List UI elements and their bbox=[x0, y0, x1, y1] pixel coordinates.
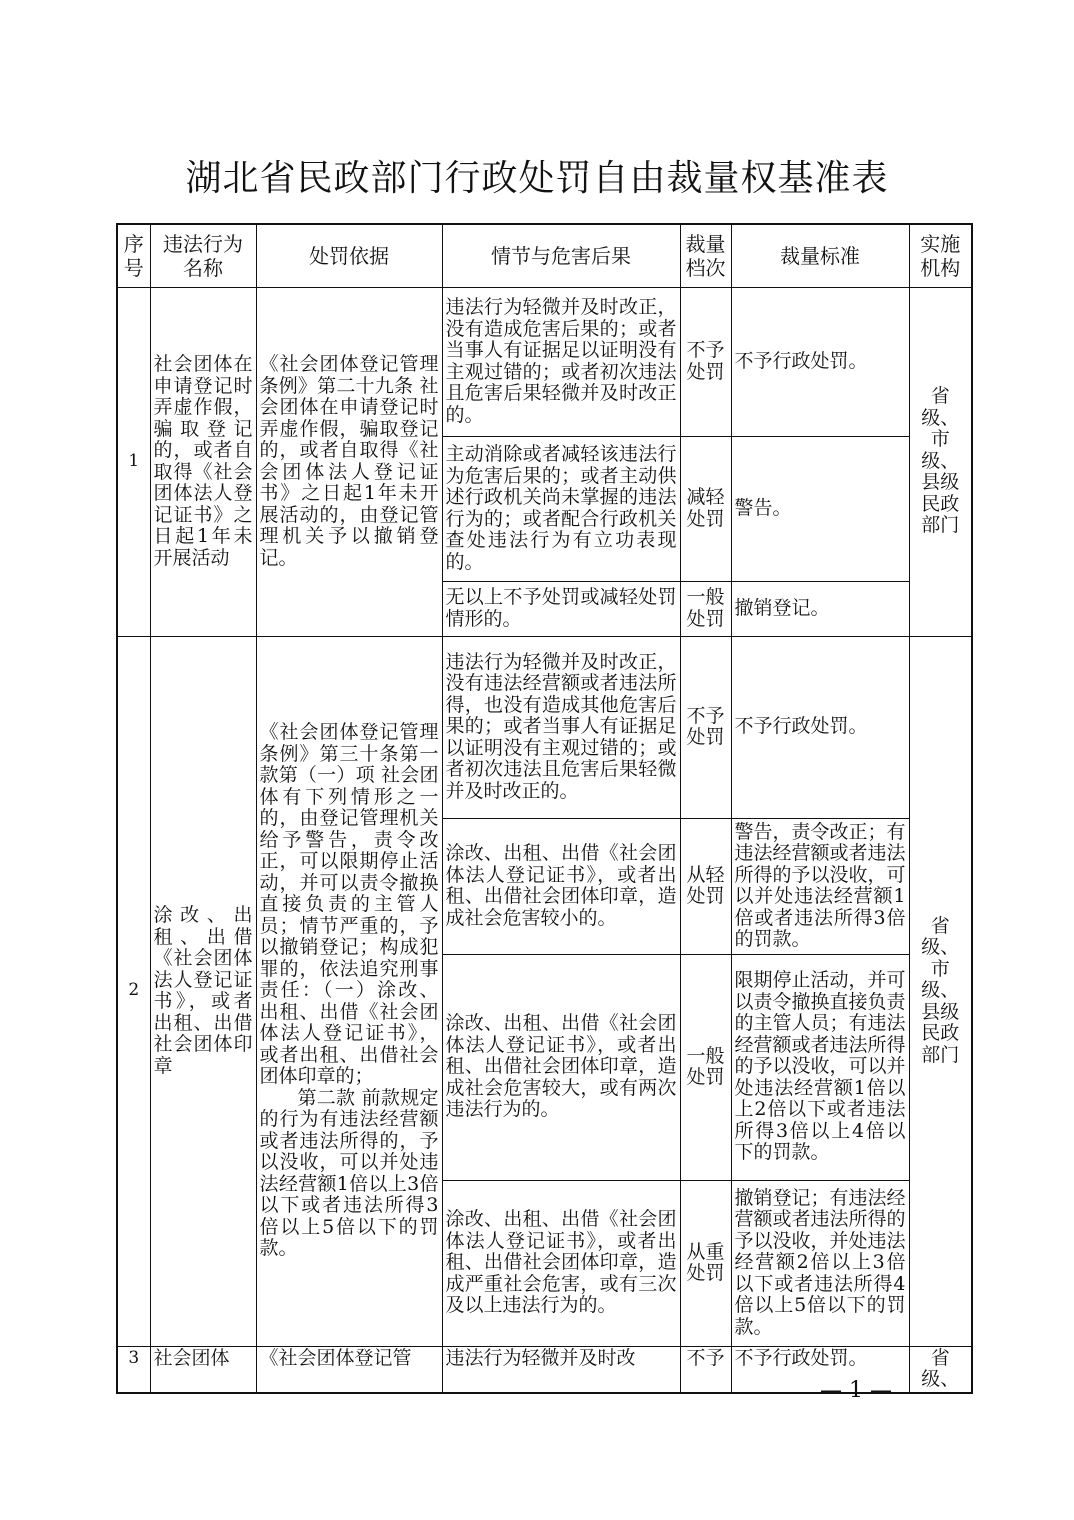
item-standard: 警告。 bbox=[731, 436, 909, 581]
page-number: — 1 — bbox=[820, 1378, 892, 1403]
header-agency: 实施机构 bbox=[909, 224, 972, 287]
header-level: 裁量档次 bbox=[680, 224, 731, 287]
item-standard: 撤销登记。 bbox=[731, 581, 909, 636]
item-agency: 省级、 bbox=[909, 1346, 972, 1393]
item-level: 不予 bbox=[680, 1346, 731, 1393]
item-basis-clause1: 《社会团体登记管理条例》第三十条第一款第（一）项 社会团体有下列情形之一的，由登记管理机关给予警告，责令改正，可以限期停止活动，并可以责令撤换直接负责的主管人员；情节严重的，予以撤销登记；构成犯罪的，依法追究刑事责任：（一）涂改、出租、出借《社会团体法人登记证书》，或者出租、出借社会团体印章的； bbox=[259, 721, 439, 1088]
item-standard: 不予行政处罚。 bbox=[731, 287, 909, 436]
page-title: 湖北省民政部门行政处罚自由裁量权基准表 bbox=[185, 158, 889, 199]
header-standard: 裁量标准 bbox=[731, 224, 909, 287]
item-standard: 不予行政处罚。 bbox=[731, 636, 909, 818]
penalty-table bbox=[116, 223, 973, 1394]
header-basis: 处罚依据 bbox=[256, 224, 442, 287]
item-circumstance: 无以上不予处罚或减轻处罚情形的。 bbox=[442, 581, 680, 636]
item-circumstance: 涂改、出租、出借《社会团体法人登记证书》，或者出租、出借社会团体印章，造成社会危害较小的。 bbox=[442, 818, 680, 954]
header-name: 违法行为名称 bbox=[150, 224, 256, 287]
item-agency: 省级、市级、县级民政部门 bbox=[909, 636, 972, 1346]
item-level: 不予处罚 bbox=[680, 636, 731, 818]
item-circumstance: 违法行为轻微并及时改正，没有违法经营额或者违法所得，也没有造成其他危害后果的；或者当事人有证据足以证明没有主观过错的；或者初次违法且危害后果轻微并及时改正的。 bbox=[442, 636, 680, 818]
item-circumstance: 违法行为轻微并及时改正，没有造成危害后果的；或者当事人有证据足以证明没有主观过错的；或者初次违法且危害后果轻微并及时改正的。 bbox=[442, 287, 680, 436]
item-circumstance: 违法行为轻微并及时改 bbox=[442, 1346, 680, 1393]
item-level: 从轻处罚 bbox=[680, 818, 731, 954]
item-seq: 3 bbox=[117, 1346, 150, 1393]
header-row bbox=[117, 224, 972, 287]
item-circumstance: 涂改、出租、出借《社会团体法人登记证书》，或者出租、出借社会团体印章，造成严重社会危害，或有三次及以上违法行为的。 bbox=[442, 1180, 680, 1346]
item-level: 一般处罚 bbox=[680, 581, 731, 636]
item-level: 不予处罚 bbox=[680, 287, 731, 436]
item-seq: 2 bbox=[117, 636, 150, 1346]
item-standard: 撤销登记；有违法经营额或者违法所得的予以没收，并处违法经营额2倍以上3倍以下或者违法所得4倍以上5倍以下的罚款。 bbox=[731, 1180, 909, 1346]
item-level: 减轻处罚 bbox=[680, 436, 731, 581]
item-name: 社会团体在申请登记时弄虚作假，骗取登记的，或者自取得《社会团体法人登记证书》之日起1年未开展活动 bbox=[150, 287, 256, 636]
item-name: 社会团体 bbox=[150, 1346, 256, 1393]
item-level: 从重处罚 bbox=[680, 1180, 731, 1346]
table-row bbox=[117, 636, 972, 818]
item-basis: 《社会团体登记管理条例》第二十九条 社会团体在申请登记时弄虚作假，骗取登记的，或者自取得《社会团体法人登记证书》之日起1年未开展活动的，由登记管理机关予以撤销登记。 bbox=[256, 287, 442, 636]
item-standard: 警告，责令改正；有违法经营额或者违法所得的予以没收，可以并处违法经营额1倍或者违法所得3倍的罚款。 bbox=[731, 818, 909, 954]
item-basis bbox=[256, 636, 442, 1346]
item-standard: 不予行政处罚。 bbox=[731, 1346, 909, 1393]
item-agency: 省级、市级、县级民政部门 bbox=[909, 287, 972, 636]
item-level: 一般处罚 bbox=[680, 954, 731, 1180]
item-standard: 限期停止活动，并可以责令撤换直接负责的主管人员；有违法经营额或者违法所得的予以没收，可以并处违法经营额1倍以上2倍以下或者违法所得3倍以上4倍以下的罚款。 bbox=[731, 954, 909, 1180]
header-seq: 序号 bbox=[117, 224, 150, 287]
item-circumstance: 涂改、出租、出借《社会团体法人登记证书》，或者出租、出借社会团体印章，造成社会危害较大，或有两次违法行为的。 bbox=[442, 954, 680, 1180]
item-circumstance: 主动消除或者减轻该违法行为危害后果的；或者主动供述行政机关尚未掌握的违法行为的；或者配合行政机关查处违法行为有立功表现的。 bbox=[442, 436, 680, 581]
item-name: 涂改、出租、出借《社会团体法人登记证书》，或者出租、出借社会团体印章 bbox=[150, 636, 256, 1346]
item-seq: 1 bbox=[117, 287, 150, 636]
header-circumstance: 情节与危害后果 bbox=[442, 224, 680, 287]
item-basis: 《社会团体登记管 bbox=[256, 1346, 442, 1393]
table-row bbox=[117, 287, 972, 436]
item-basis-clause2: 第二款 前款规定的行为有违法经营额或者违法所得的，予以没收，可以并处违法经营额1倍以上3倍以下或者违法所得3倍以上5倍以下的罚款。 bbox=[259, 1086, 439, 1260]
